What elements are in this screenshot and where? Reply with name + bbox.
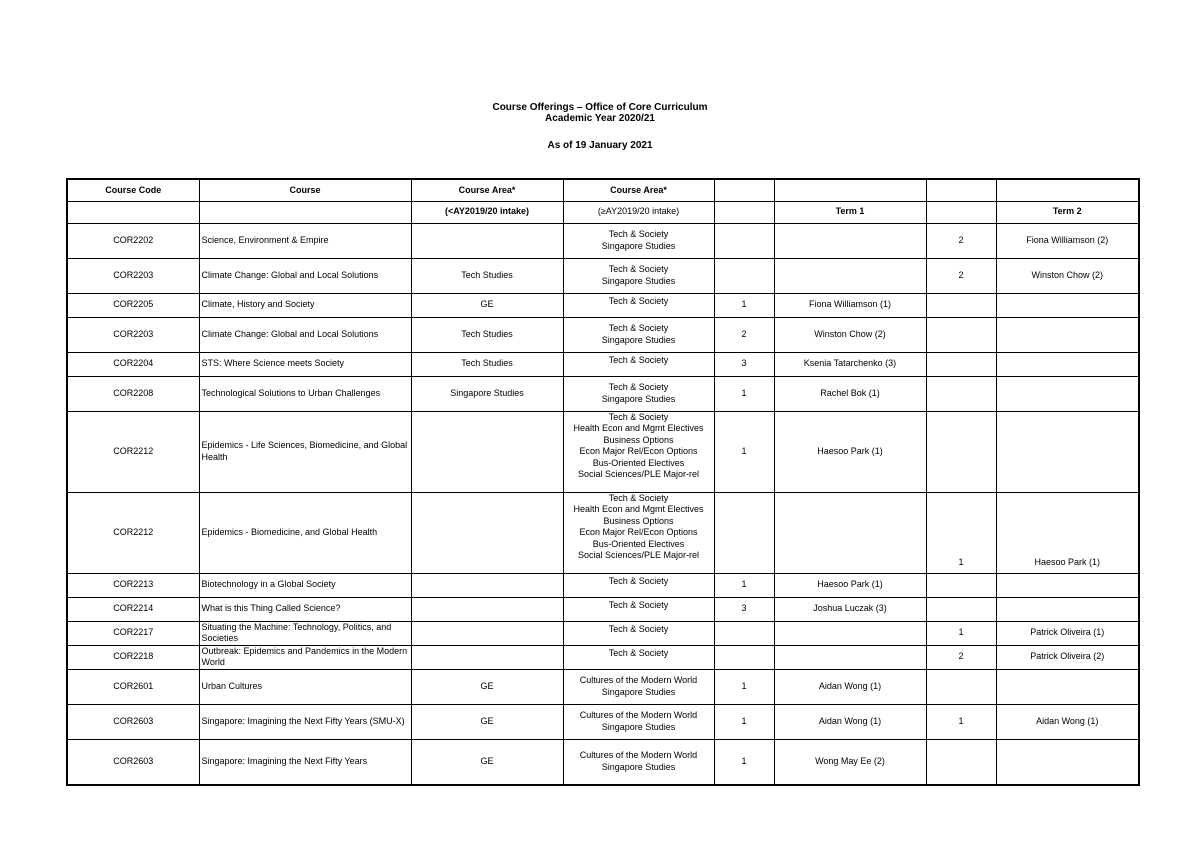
term1-instructor: Aidan Wong (1) <box>774 704 926 739</box>
course-area-new <box>563 293 714 317</box>
course-title: Biotechnology in a Global Society <box>199 573 411 597</box>
term2-instructor <box>996 376 1139 411</box>
term2-sections <box>926 669 996 704</box>
col-header-area-new: Course Area* <box>563 179 714 201</box>
term2-sections: 1 <box>926 621 996 645</box>
course-code: COR2202 <box>67 223 199 258</box>
term2-sections <box>926 317 996 352</box>
term2-instructor <box>996 352 1139 376</box>
term2-instructor: Patrick Oliveira (2) <box>996 645 1139 669</box>
course-area-item: Health Econ and Mgmt Electives <box>573 423 704 433</box>
table-row <box>67 492 1139 573</box>
term2-sections <box>926 573 996 597</box>
term2-sections <box>926 376 996 411</box>
course-area-old: Tech Studies <box>411 258 563 293</box>
course-area-item: Cultures of the Modern World <box>579 710 698 720</box>
table-row <box>67 704 1139 739</box>
term2-instructor <box>996 669 1139 704</box>
course-area-new <box>563 597 714 621</box>
course-title: What is this Thing Called Science? <box>199 597 411 621</box>
term1-instructor: Fiona Williamson (1) <box>774 293 926 317</box>
term1-instructor: Rachel Bok (1) <box>774 376 926 411</box>
term2-sections <box>926 597 996 621</box>
col-header-blank <box>714 179 774 201</box>
course-code: COR2601 <box>67 669 199 704</box>
course-area-new <box>563 492 714 573</box>
term1-instructor <box>774 258 926 293</box>
course-area-item: Cultures of the Modern World <box>579 675 698 685</box>
col-subheader-area-new: (≥AY2019/20 intake) <box>563 201 714 223</box>
table-row <box>67 293 1139 317</box>
course-area-new <box>563 739 714 785</box>
course-area-item: Social Sciences/PLE Major-rel <box>577 550 700 560</box>
document-title: Course Offerings – Office of Core Curriculum <box>492 102 708 113</box>
course-area-old: GE <box>411 293 563 317</box>
term1-sections: 1 <box>714 669 774 704</box>
table-row <box>67 669 1139 704</box>
course-title: Situating the Machine: Technology, Politics, and Societies <box>199 621 411 645</box>
term1-instructor <box>774 645 926 669</box>
col-subheader-blank <box>199 201 411 223</box>
course-title: Urban Cultures <box>199 669 411 704</box>
term2-sections: 2 <box>926 223 996 258</box>
course-area-item: Business Options <box>603 515 674 526</box>
term1-sections <box>714 645 774 669</box>
course-code: COR2212 <box>67 492 199 573</box>
course-area-item: Social Sciences/PLE Major-rel <box>577 469 700 479</box>
course-code: COR2603 <box>67 739 199 785</box>
table-row <box>67 645 1139 669</box>
term1-sections <box>714 492 774 573</box>
course-area-old <box>411 223 563 258</box>
term2-sections <box>926 293 996 317</box>
course-offerings-table <box>66 178 1140 786</box>
course-code: COR2214 <box>67 597 199 621</box>
course-title: Climate Change: Global and Local Solutions <box>199 317 411 352</box>
course-area-old: Tech Studies <box>411 317 563 352</box>
academic-year: Academic Year 2020/21 <box>545 113 655 124</box>
col-header-blank <box>996 179 1139 201</box>
term1-instructor <box>774 492 926 573</box>
course-area-item: Tech & Society <box>608 323 669 333</box>
course-code: COR2212 <box>67 411 199 492</box>
course-area-new <box>563 223 714 258</box>
course-area-new <box>563 317 714 352</box>
course-title: Technological Solutions to Urban Challenges <box>199 376 411 411</box>
term1-instructor: Wong May Ee (2) <box>774 739 926 785</box>
course-area-old <box>411 492 563 573</box>
course-area-new <box>563 669 714 704</box>
table-row <box>67 317 1139 352</box>
course-area-item: Cultures of the Modern World <box>579 750 698 761</box>
term1-sections: 3 <box>714 352 774 376</box>
course-area-item: Bus-Oriented Electives <box>592 538 685 549</box>
table-row <box>67 258 1139 293</box>
term1-sections: 1 <box>714 739 774 785</box>
term2-instructor: Fiona Williamson (2) <box>996 223 1139 258</box>
term2-sections <box>926 739 996 785</box>
col-subheader-blank <box>926 201 996 223</box>
course-area-old: Singapore Studies <box>411 376 563 411</box>
term1-sections <box>714 258 774 293</box>
course-title: Singapore: Imagining the Next Fifty Years (SMU-X) <box>199 704 411 739</box>
term2-sections: 1 <box>926 492 996 573</box>
course-area-item: Business Options <box>603 434 674 445</box>
table-row <box>67 376 1139 411</box>
course-area-new <box>563 704 714 739</box>
term1-instructor <box>774 621 926 645</box>
term1-instructor: Haesoo Park (1) <box>774 411 926 492</box>
term2-sections <box>926 411 996 492</box>
course-title: Singapore: Imagining the Next Fifty Years <box>199 739 411 785</box>
term1-instructor: Ksenia Tatarchenko (3) <box>774 352 926 376</box>
course-area-new <box>563 376 714 411</box>
course-area-old: GE <box>411 739 563 785</box>
term1-sections: 1 <box>714 704 774 739</box>
term2-instructor: Haesoo Park (1) <box>996 492 1139 573</box>
table-row <box>67 223 1139 258</box>
term1-sections: 1 <box>714 573 774 597</box>
course-code: COR2204 <box>67 352 199 376</box>
term1-sections <box>714 223 774 258</box>
table-row <box>67 352 1139 376</box>
course-area-old: GE <box>411 669 563 704</box>
term1-sections: 1 <box>714 293 774 317</box>
course-code: COR2213 <box>67 573 199 597</box>
term1-instructor: Joshua Luczak (3) <box>774 597 926 621</box>
course-area-item: Singapore Studies <box>601 334 676 345</box>
col-header-blank <box>774 179 926 201</box>
course-area-new <box>563 258 714 293</box>
course-area-old: Tech Studies <box>411 352 563 376</box>
as-of-date: As of 19 January 2021 <box>547 140 653 151</box>
term2-instructor <box>996 739 1139 785</box>
term1-sections: 1 <box>714 411 774 492</box>
term1-sections: 1 <box>714 376 774 411</box>
course-area-item: Tech & Society <box>608 623 669 634</box>
course-area-old: GE <box>411 704 563 739</box>
col-subheader-term2: Term 2 <box>996 201 1139 223</box>
col-header-area-old: Course Area* <box>411 179 563 201</box>
course-area-old <box>411 645 563 669</box>
course-area-item: Singapore Studies <box>601 393 676 404</box>
term1-instructor: Winston Chow (2) <box>774 317 926 352</box>
table-row <box>67 597 1139 621</box>
term1-sections: 2 <box>714 317 774 352</box>
table-row <box>67 573 1139 597</box>
course-area-old <box>411 621 563 645</box>
course-code: COR2208 <box>67 376 199 411</box>
course-area-item: Singapore Studies <box>601 686 676 697</box>
course-area-item: Tech & Society <box>608 382 669 392</box>
course-area-item: Tech & Society <box>608 229 669 239</box>
course-title: Epidemics - Biomedicine, and Global Health <box>199 492 411 573</box>
course-area-new <box>563 352 714 376</box>
term2-instructor: Aidan Wong (1) <box>996 704 1139 739</box>
term1-instructor <box>774 223 926 258</box>
course-area-item: Tech & Society <box>608 264 669 274</box>
course-area-item: Tech & Society <box>608 295 669 306</box>
course-area-new <box>563 573 714 597</box>
term1-instructor: Aidan Wong (1) <box>774 669 926 704</box>
term1-sections: 3 <box>714 597 774 621</box>
course-area-item: Health Econ and Mgmt Electives <box>573 504 704 514</box>
course-code: COR2603 <box>67 704 199 739</box>
col-subheader-area-old: (<AY2019/20 intake) <box>411 201 563 223</box>
course-title: Climate Change: Global and Local Solutions <box>199 258 411 293</box>
course-title: STS: Where Science meets Society <box>199 352 411 376</box>
course-area-item: Tech & Society <box>608 647 669 658</box>
course-area-new <box>563 621 714 645</box>
course-area-item: Econ Major Rel/Econ Options <box>579 446 698 456</box>
table-row <box>67 739 1139 785</box>
course-code: COR2203 <box>67 258 199 293</box>
course-area-old <box>411 597 563 621</box>
course-area-old <box>411 411 563 492</box>
term2-instructor <box>996 317 1139 352</box>
course-area-item: Singapore Studies <box>601 240 676 251</box>
course-area-item: Econ Major Rel/Econ Options <box>579 527 698 537</box>
course-area-item: Tech & Society <box>608 599 669 610</box>
table-row <box>67 621 1139 645</box>
header-row-1 <box>67 179 1139 201</box>
course-area-item: Tech & Society <box>608 575 669 586</box>
course-area-item: Tech & Society <box>608 354 669 365</box>
course-title: Science, Environment & Empire <box>199 223 411 258</box>
term2-instructor <box>996 597 1139 621</box>
course-code: COR2217 <box>67 621 199 645</box>
col-subheader-blank <box>714 201 774 223</box>
course-area-item: Tech & Society <box>608 492 669 503</box>
course-area-item: Bus-Oriented Electives <box>592 457 685 468</box>
term2-instructor <box>996 573 1139 597</box>
term2-sections <box>926 352 996 376</box>
course-area-new <box>563 645 714 669</box>
term1-instructor: Haesoo Park (1) <box>774 573 926 597</box>
col-header-course: Course <box>199 179 411 201</box>
term2-sections: 2 <box>926 258 996 293</box>
course-code: COR2218 <box>67 645 199 669</box>
course-area-item: Singapore Studies <box>601 721 676 732</box>
course-code: COR2203 <box>67 317 199 352</box>
term2-instructor <box>996 411 1139 492</box>
col-header-course-code: Course Code <box>67 179 199 201</box>
term2-instructor: Winston Chow (2) <box>996 258 1139 293</box>
header-row-2 <box>67 201 1139 223</box>
course-area-item: Tech & Society <box>608 411 669 422</box>
course-code: COR2205 <box>67 293 199 317</box>
term1-sections <box>714 621 774 645</box>
course-area-item: Singapore Studies <box>601 275 676 286</box>
course-title: Climate, History and Society <box>199 293 411 317</box>
term2-sections: 1 <box>926 704 996 739</box>
course-area-old <box>411 573 563 597</box>
term2-instructor: Patrick Oliveira (1) <box>996 621 1139 645</box>
table-row <box>67 411 1139 492</box>
term2-sections: 2 <box>926 645 996 669</box>
col-subheader-blank <box>67 201 199 223</box>
col-header-blank <box>926 179 996 201</box>
col-subheader-term1: Term 1 <box>774 201 926 223</box>
course-title: Epidemics - Life Sciences, Biomedicine, and Global Health <box>199 411 411 492</box>
course-area-new <box>563 411 714 492</box>
course-area-item: Singapore Studies <box>601 761 676 772</box>
course-title: Outbreak: Epidemics and Pandemics in the Modern World <box>199 645 411 669</box>
term2-instructor <box>996 293 1139 317</box>
